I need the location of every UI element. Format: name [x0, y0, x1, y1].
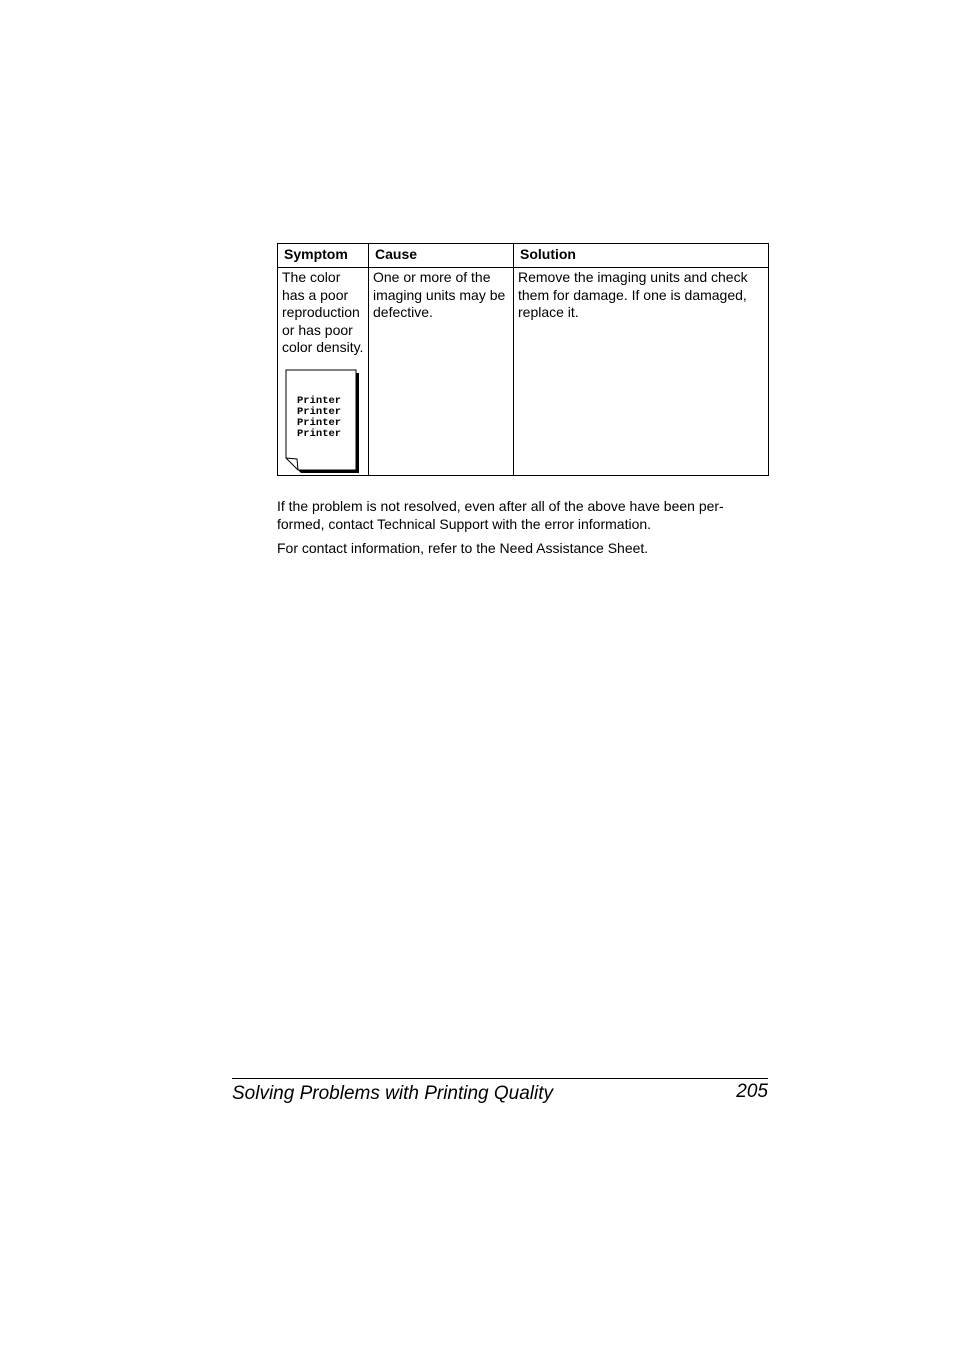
- header-cause: Cause: [369, 244, 514, 268]
- sample-print-lines: [297, 396, 341, 440]
- sample-line: Printer: [297, 405, 342, 418]
- table-row: [278, 268, 769, 476]
- footer-section-title: Solving Problems with Printing Quality: [232, 1083, 554, 1104]
- table-header-row: [278, 244, 769, 268]
- sample-line: Printer: [297, 427, 342, 440]
- symptom-cell: [278, 268, 369, 476]
- sample-line: Printer: [297, 416, 342, 429]
- footer-divider: [232, 1078, 768, 1079]
- symptom-text: The color has a poor reproduction or has poor color density.: [282, 269, 364, 355]
- troubleshooting-table: [277, 243, 769, 476]
- page-number: 205: [736, 1081, 768, 1102]
- unresolved-problem-paragraph: If the problem is not resolved, even after all of the above have been per- formed, contact Technical Support with the error information.: [277, 498, 724, 532]
- cause-cell: One or more of the imaging units may be defective.: [369, 268, 514, 476]
- header-symptom: Symptom: [278, 244, 369, 268]
- sample-line: Printer: [297, 394, 342, 407]
- solution-cell: Remove the imaging units and check them for damage. If one is damaged, replace it.: [514, 268, 769, 476]
- sample-printout-illustration: [285, 369, 355, 469]
- contact-info-paragraph: For contact information, refer to the Need Assistance Sheet.: [277, 540, 649, 556]
- header-solution: Solution: [514, 244, 769, 268]
